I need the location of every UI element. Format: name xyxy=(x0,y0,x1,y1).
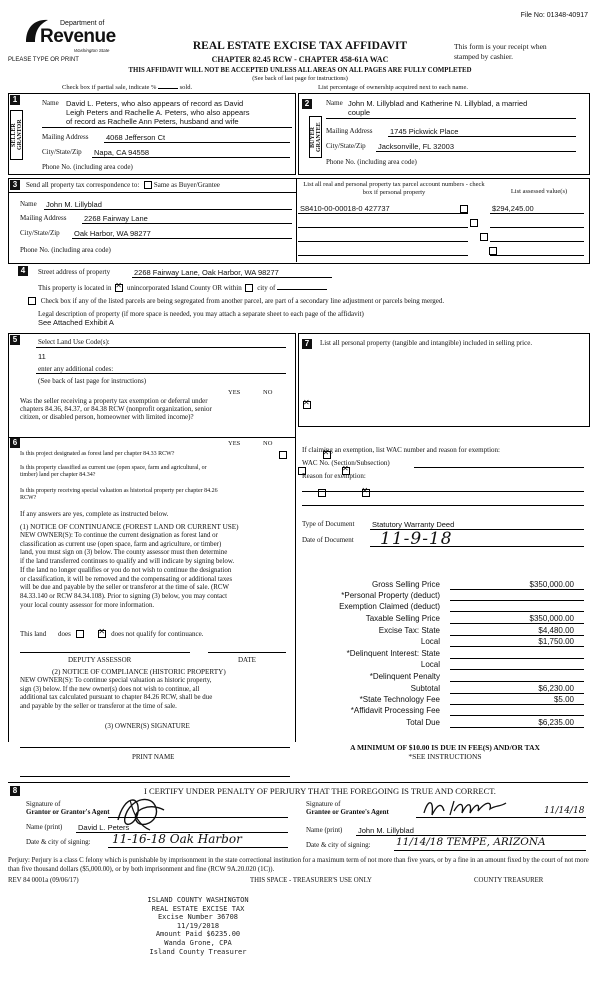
grantee-sig-date[interactable]: 11/14/18 xyxy=(544,806,585,816)
personal-property-label: List all personal property (tangible and intangible) included in selling price. xyxy=(320,339,533,347)
additional-codes-underline xyxy=(36,373,286,374)
section-6-number: 6 xyxy=(10,438,20,448)
notice1-line: if the land transferred continues to qualify and will indicate by signing below. xyxy=(20,558,235,566)
grantee-date-city-value[interactable]: 11/14/18 TEMPE, ARIZONA xyxy=(396,836,546,848)
tax-value[interactable]: $5.00 xyxy=(553,695,574,704)
logo-sub-text: Washington State xyxy=(74,48,110,53)
does-not-label: does not qualify for continuance. xyxy=(111,630,204,638)
dor-logo xyxy=(18,14,128,58)
notice1-line: your local county assessor for more information. xyxy=(20,601,155,609)
tax-label: Excise Tax: State xyxy=(378,626,440,635)
does-label: does xyxy=(58,630,71,638)
does-not-checkbox[interactable] xyxy=(98,630,106,638)
claiming-exemption-label: If claiming an exemption, list WAC number and reason for exemption: xyxy=(302,446,500,454)
city-of-field[interactable] xyxy=(277,289,327,290)
tax-label: *State Technology Fee xyxy=(359,695,440,704)
section-1-number: 1 xyxy=(10,95,20,105)
file-number: File No: 01348-40917 xyxy=(520,12,588,19)
land-use-code[interactable]: 11 xyxy=(38,352,46,361)
street-label: Street address of property xyxy=(38,268,111,276)
tax-value[interactable]: $350,000.00 xyxy=(529,580,574,589)
yes-header-5: YES xyxy=(228,389,241,396)
reason-label: Reason for exemption: xyxy=(302,472,366,480)
grantor-date-underline xyxy=(108,847,288,848)
notice1-line: land, you must sign on (3) below. The county assessor must then determine xyxy=(20,549,228,557)
stamp-line: REAL ESTATE EXCISE TAX xyxy=(151,904,245,913)
notice2-line: NEW OWNER(S): To continue special valuation as historic property, xyxy=(20,677,212,684)
tax-underline xyxy=(450,600,584,601)
no-header-6: NO xyxy=(263,440,273,447)
seller-name-line2[interactable]: Leigh Peters and Rachelle A. Peters, who also appears xyxy=(66,108,250,117)
receipt-note: This form is your receipt when stamped by cashier. xyxy=(454,42,547,61)
buyer-city-underline xyxy=(376,151,576,152)
corr-city-value[interactable]: Oak Harbor, WA 98277 xyxy=(74,229,151,238)
grantor-date-city-value[interactable]: 11-16-18 Oak Harbor xyxy=(112,832,242,846)
tax-underline xyxy=(450,669,584,670)
grantee-sig-label-2: Grantee or Grantee's Agent xyxy=(306,808,389,816)
parcel-line-3 xyxy=(298,241,468,242)
tax-underline xyxy=(450,715,584,716)
tax-value[interactable]: $4,480.00 xyxy=(538,626,574,635)
print-name-label: PRINT NAME xyxy=(132,753,175,761)
corr-mailing-value[interactable]: 2268 Fairway Lane xyxy=(84,214,148,223)
does-checkbox[interactable] xyxy=(76,630,84,638)
stamp-line: Excise Number 36708 xyxy=(157,913,239,922)
tax-underline xyxy=(450,623,584,624)
notice2-line: sign (3) below. If the new owner(s) does not wish to continue, all xyxy=(20,685,200,693)
stamp-line: ISLAND COUNTY WASHINGTON xyxy=(147,896,249,904)
seller-mailing-value[interactable]: 4068 Jefferson Ct xyxy=(106,133,166,142)
tax-label: Subtotal xyxy=(410,684,440,693)
wac-underline xyxy=(414,467,584,468)
perjury-statement: Perjury: Perjury is a class C felony which is punishable by imprisonment in the state correctional institution for a maximum term of not more than five years, or by a fine in an amount fixed by the court of not more than five thousand dollars ($5,000.00), or by both imprisonment and fine (RCW 9A.20.020 (1C)). xyxy=(8,857,589,873)
tax-value[interactable]: $6,235.00 xyxy=(538,718,574,727)
tax-underline xyxy=(450,611,584,612)
grantee-sig-label-1: Signature of xyxy=(306,800,341,808)
parcel-line-1 xyxy=(298,213,468,214)
reason-underline-1 xyxy=(302,491,584,492)
doc-type-value[interactable]: Statutory Warranty Deed xyxy=(372,520,455,529)
tax-underline xyxy=(450,646,584,647)
form-revision: REV 84 0001a (09/06/17) xyxy=(8,877,79,884)
personal-property-checkbox-2[interactable] xyxy=(470,219,478,227)
corr-mailing-underline xyxy=(82,223,292,224)
seller-name-label: Name xyxy=(42,99,59,107)
tax-value[interactable]: $1,750.00 xyxy=(538,637,574,646)
notice2-title: (2) NOTICE OF COMPLIANCE (HISTORIC PROPERTY) xyxy=(52,668,226,676)
notice1-line: 84.33.140 or RCW 84.34.108). Prior to signing (3) below, you may contact xyxy=(20,592,228,600)
stamp-line: Amount Paid $6235.00 xyxy=(155,930,241,939)
tax-underline xyxy=(450,635,584,636)
seller-mailing-underline xyxy=(104,142,290,143)
tax-label: Exemption Claimed (deduct) xyxy=(339,602,440,611)
forest-yes-checkbox[interactable] xyxy=(279,451,287,459)
parcel-line-4 xyxy=(298,255,468,256)
parcel-line-2 xyxy=(298,227,468,228)
city-of-checkbox[interactable] xyxy=(245,284,253,292)
land-use-label: Select Land Use Code(s): xyxy=(38,338,110,346)
tax-label: *Personal Property (deduct) xyxy=(341,591,440,600)
see-back-text: (See back of last page for instructions) xyxy=(252,75,348,82)
seller-divider xyxy=(42,127,292,128)
send-correspondence xyxy=(26,181,220,189)
doc-date-value[interactable]: 11-9-18 xyxy=(380,529,453,549)
section-7-number: 7 xyxy=(302,339,312,349)
corr-name-label: Name xyxy=(20,200,37,208)
same-as-buyer-label: Same as Buyer/Grantee xyxy=(153,181,220,189)
unincorporated-checkbox[interactable] xyxy=(115,284,123,292)
notice1-line: If the land no longer qualifies or you do not wish to continue the designation xyxy=(20,566,232,574)
buyer-divider xyxy=(326,118,576,119)
seller-phone-label: Phone No. (including area code) xyxy=(42,163,133,171)
doc-date-underline xyxy=(370,546,584,547)
grantee-date-underline xyxy=(394,850,586,851)
grantee-date-city-label: Date & city of signing: xyxy=(306,841,371,849)
partial-sale-percent-field[interactable] xyxy=(158,88,178,89)
form-title: REAL ESTATE EXCISE TAX AFFIDAVIT xyxy=(192,40,408,52)
tax-underline xyxy=(450,658,584,659)
corr-name-underline xyxy=(44,209,292,210)
stamp-line: Wanda Grone, CPA xyxy=(164,938,232,947)
seller-name-line1[interactable]: David L. Peters, who also appears of record as David xyxy=(66,99,244,108)
section-3-divider xyxy=(296,178,297,262)
tax-label: *Delinquent Interest: State xyxy=(346,649,440,658)
partial-sale xyxy=(62,84,192,91)
corr-mailing-label: Mailing Address xyxy=(20,214,67,222)
print-name-underline xyxy=(20,776,290,777)
street-value[interactable]: 2268 Fairway Lane, Oak Harbor, WA 98277 xyxy=(134,268,279,277)
see-instructions-note: *SEE INSTRUCTIONS xyxy=(408,752,482,761)
grantee-name-label: Name (print) xyxy=(306,826,343,834)
deputy-date-underline xyxy=(208,652,286,653)
continuance-row xyxy=(20,630,203,638)
located-label: This property is located in xyxy=(38,284,112,292)
buyer-name-line2[interactable]: couple xyxy=(348,108,371,117)
legal-label: Legal description of property (if more space is needed, you may attach a separate sheet to each page of the affidavit) xyxy=(38,310,364,318)
warning-text: THIS AFFIDAVIT WILL NOT BE ACCEPTED UNLESS ALL AREAS ON ALL PAGES ARE FULLY COMPLETED xyxy=(128,67,472,74)
no-header-5: NO xyxy=(263,389,273,396)
treasurer-only: THIS SPACE - TREASURER'S USE ONLY xyxy=(250,877,372,884)
section-5-number: 5 xyxy=(10,335,20,345)
please-type: PLEASE TYPE OR PRINT xyxy=(8,57,79,63)
legal-value[interactable]: See Attached Exhibit A xyxy=(38,318,114,327)
notice1-line: will be due and payable by the seller or transferor at the time of sale. (RCW xyxy=(20,584,229,592)
buyer-name-line1[interactable]: John M. Lillyblad and Katherine N. Lillyblad, a married xyxy=(348,99,528,108)
seller-grantor-label: SELLER GRANTOR xyxy=(10,110,23,160)
tax-underline xyxy=(450,589,584,590)
notice1-title: (1) NOTICE OF CONTINUANCE (FOREST LAND OR CURRENT USE) xyxy=(20,523,239,531)
section-2-number: 2 xyxy=(302,99,312,109)
owner-signature-underline xyxy=(20,747,290,748)
grantor-sig-label-2: Grantor or Grantor's Agent xyxy=(26,808,110,816)
this-land-label: This land xyxy=(20,630,47,638)
sold-label: sold. xyxy=(179,84,193,91)
minimum-fee-note: A MINIMUM OF $10.00 IS DUE IN FEE(S) AND/OR TAX xyxy=(350,743,540,752)
personal-property-checkbox-1[interactable] xyxy=(460,205,468,213)
reason-underline-2 xyxy=(302,505,584,506)
tax-label: Gross Selling Price xyxy=(371,580,440,589)
unincorporated-label: unincorporated Island County OR within xyxy=(126,284,242,292)
notice1-line: NEW OWNER(S): To continue the current designation as forest land or xyxy=(20,532,218,539)
section-3-top-rule xyxy=(8,192,296,193)
notice1-line: classification as current use (open space, farm and agriculture, or timber) xyxy=(20,540,222,548)
buyer-grantee-label: BUYER GRANTEE xyxy=(309,116,322,158)
segregated-row xyxy=(28,297,444,305)
current-use-question: Is this property classified as current use (open space, farm and agricultural, or timber) land per chapter 84.34? xyxy=(20,465,207,478)
assessed-value[interactable]: $294,245.00 xyxy=(492,204,534,213)
grantor-name-value[interactable]: David L. Peters xyxy=(78,823,130,832)
tax-value[interactable]: $350,000.00 xyxy=(529,614,574,623)
buyer-mailing-value[interactable]: 1745 Pickwick Place xyxy=(390,127,459,136)
seller-city-label: City/State/Zip xyxy=(42,148,82,156)
deputy-underline xyxy=(20,652,190,653)
grantee-signature-icon[interactable] xyxy=(420,797,540,819)
notice1-line: or classification, it will be removed and the compensating or additional taxes xyxy=(20,575,233,583)
section-8-top-rule xyxy=(8,782,588,783)
deputy-label: DEPUTY ASSESSOR xyxy=(68,656,132,664)
located-row xyxy=(38,284,327,292)
segregated-label: Check box if any of the listed parcels are being segregated from another parcel, are part of a secondary line adjustment or parcels being merged. xyxy=(40,297,445,305)
same-as-buyer-checkbox[interactable] xyxy=(144,181,152,189)
corr-name-value[interactable]: John M. Lillyblad xyxy=(46,200,102,209)
grantor-sig-underline xyxy=(108,817,288,818)
yes-header-6: YES xyxy=(228,440,241,447)
tax-label: *Affidavit Processing Fee xyxy=(350,706,440,715)
doc-date-label: Date of Document xyxy=(302,536,354,544)
tax-underline xyxy=(450,681,584,682)
wac-label: WAC No. (Section/Subsection) xyxy=(302,459,390,467)
seller-mailing-label: Mailing Address xyxy=(42,133,89,141)
form-chapter: CHAPTER 82.45 RCW - CHAPTER 458-61A WAC xyxy=(211,55,389,64)
grantor-date-city-label: Date & city of signing: xyxy=(26,838,91,846)
section-4-number: 4 xyxy=(18,266,28,276)
buyer-city-value[interactable]: Jacksonville, FL 32003 xyxy=(378,142,455,151)
grantee-name-value[interactable]: John M. Lillyblad xyxy=(358,826,414,835)
stamp-line: Island County Treasurer xyxy=(149,947,247,956)
assessed-line-2 xyxy=(490,227,584,228)
buyer-city-label: City/State/Zip xyxy=(326,142,366,150)
percentage-note: List percentage of ownership acquired next to each name. xyxy=(318,84,468,91)
segregated-checkbox[interactable] xyxy=(28,297,36,305)
section-5-box xyxy=(8,333,296,438)
corr-phone-label: Phone No. (including area code) xyxy=(20,246,111,254)
seller-name-line3[interactable]: of record as Rachelle Ann Peters, husband and wife xyxy=(66,117,239,126)
seller-city-value[interactable]: Napa, CA 94558 xyxy=(94,148,150,157)
buyer-name-label: Name xyxy=(326,99,343,107)
stamp-line: 11/19/2018 xyxy=(176,921,220,930)
logo-top-text: Department of xyxy=(60,20,105,27)
buyer-mailing-label: Mailing Address xyxy=(326,127,373,135)
tax-label: Local xyxy=(420,637,440,646)
tax-underline xyxy=(450,704,584,705)
additional-codes-label: enter any additional codes: xyxy=(38,365,114,373)
historic-question: Is this property receiving special valuation as historical property per chapter 84.26 RCW? xyxy=(20,488,218,501)
seller-city-underline xyxy=(92,157,290,158)
tax-label: Local xyxy=(420,660,440,669)
section-8-number: 8 xyxy=(10,786,20,796)
exemption-question: Was the seller receiving a property tax exemption or deferral under chapters 84.36, 84.37, or 84.38 RCW (nonprofit organization, senior citizen, or disabled person, homeowner with limited income)? xyxy=(20,397,212,421)
treasurer-stamp xyxy=(128,896,268,956)
logo-main-text: Revenue xyxy=(40,26,116,47)
corr-city-label: City/State/Zip xyxy=(20,229,60,237)
forest-question: Is this project designated as forest land per chapter 84.33 RCW? xyxy=(20,451,175,457)
tax-label: *Delinquent Penalty xyxy=(369,672,440,681)
parcel-header: List all real and personal property tax parcel account numbers - check box if personal property xyxy=(303,181,485,196)
doc-type-label: Type of Document xyxy=(302,520,355,528)
owner-signature-label: (3) OWNER(S) SIGNATURE xyxy=(105,722,190,730)
certify-statement: I CERTIFY UNDER PENALTY OF PERJURY THAT THE FOREGOING IS TRUE AND CORRECT. xyxy=(144,786,496,796)
send-correspondence-label: Send all property tax correspondence to: xyxy=(26,181,140,189)
notice1-body xyxy=(20,532,292,610)
tax-underline xyxy=(450,727,584,728)
tax-underline xyxy=(450,693,584,694)
deputy-date-label: DATE xyxy=(238,656,256,664)
personal-property-checkbox-3[interactable] xyxy=(480,233,488,241)
grantor-name-label: Name (print) xyxy=(26,823,63,831)
grantee-sig-underline xyxy=(416,817,586,818)
tax-label: Total Due xyxy=(406,718,440,727)
partial-sale-label: Check box if partial sale, indicate % xyxy=(62,84,157,91)
parcel-number[interactable]: S8410-00-00018-0 427737 xyxy=(300,204,390,213)
county-treasurer: COUNTY TREASURER xyxy=(474,877,544,884)
if-yes-note: If any answers are yes, complete as instructed below. xyxy=(20,510,169,518)
notice2-body xyxy=(20,677,292,712)
grantor-sig-label-1: Signature of xyxy=(26,800,61,808)
notice2-line: and payable by the seller or transferor at the time of sale. xyxy=(20,703,177,711)
corr-city-underline xyxy=(72,238,292,239)
notice2-line: additional tax calculated pursuant to chapter 84.26 RCW, shall be due xyxy=(20,694,213,702)
assessed-line-3 xyxy=(490,241,584,242)
land-use-see-back: (See back of last page for instructions) xyxy=(38,377,147,385)
street-underline xyxy=(132,277,332,278)
land-use-underline xyxy=(36,347,286,348)
tax-label: Taxable Selling Price xyxy=(365,614,440,623)
tax-value[interactable]: $6,230.00 xyxy=(538,684,574,693)
buyer-mailing-underline xyxy=(388,136,576,137)
assessed-header: List assessed value(s) xyxy=(510,188,568,195)
city-of-label: city of xyxy=(257,284,276,292)
buyer-phone-label: Phone No. (including area code) xyxy=(326,158,417,166)
assessed-line-4 xyxy=(490,255,584,256)
assessed-line-1 xyxy=(490,213,584,214)
section-3-number: 3 xyxy=(10,180,20,190)
